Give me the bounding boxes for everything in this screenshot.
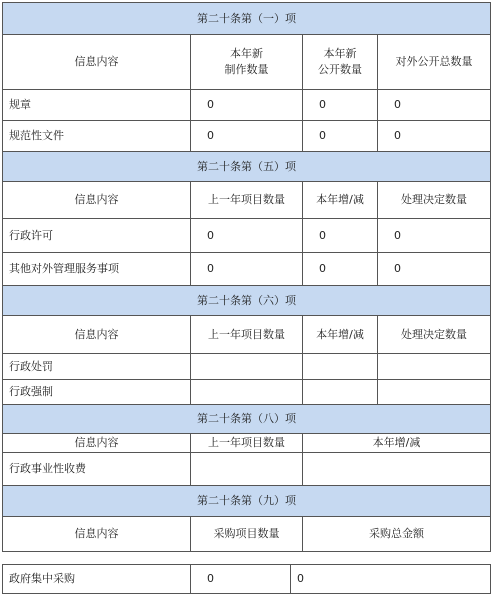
section-title: 第二十条第（九）项 <box>3 486 491 517</box>
cell-value: 0 <box>378 219 491 253</box>
row-label: 规章 <box>3 90 191 121</box>
cell-empty <box>191 380 303 405</box>
col-header-line: 本年新 <box>323 47 357 60</box>
cell-empty <box>303 380 378 405</box>
table-row <box>3 253 491 286</box>
section-header-row <box>3 286 491 316</box>
row-label: 行政许可 <box>3 219 191 253</box>
cell-value: 0 <box>191 219 303 253</box>
row-label: 政府集中采购 <box>3 565 191 594</box>
row-label: 行政强制 <box>3 380 191 405</box>
col-header-line: 本年新 <box>230 47 263 60</box>
col-header-purchase-total: 采购总金额 <box>303 517 491 552</box>
table-row <box>3 453 491 486</box>
cell-empty <box>303 453 491 486</box>
cell-value: 0 <box>191 121 303 152</box>
cell-empty <box>378 354 491 380</box>
cell-empty <box>378 380 491 405</box>
cell-value: 0 <box>291 565 491 594</box>
disclosure-table <box>2 2 491 552</box>
table-row <box>3 90 491 121</box>
section-title: 第二十条第（六）项 <box>3 286 491 316</box>
col-header-info: 信息内容 <box>3 182 191 219</box>
section-header-row <box>3 486 491 517</box>
table-row <box>3 380 491 405</box>
procurement-table <box>2 564 491 594</box>
column-header-row <box>3 182 491 219</box>
section-title: 第二十条第（八）项 <box>3 405 491 434</box>
cell-value: 0 <box>191 253 303 286</box>
table-row <box>3 121 491 152</box>
col-header-info: 信息内容 <box>3 35 191 90</box>
col-header-change: 本年增/减 <box>303 434 491 453</box>
col-header-new-produced <box>191 35 303 90</box>
row-label: 其他对外管理服务事项 <box>3 253 191 286</box>
col-header-prev-year: 上一年项目数量 <box>191 182 303 219</box>
col-header-prev-year: 上一年项目数量 <box>191 316 303 354</box>
column-header-row <box>3 434 491 453</box>
cell-empty <box>303 354 378 380</box>
column-header-row <box>3 35 491 90</box>
col-header-info: 信息内容 <box>3 316 191 354</box>
section-header-row <box>3 3 491 35</box>
col-header-change: 本年增/减 <box>303 316 378 354</box>
col-header-total-public: 对外公开总数量 <box>378 35 491 90</box>
col-header-decisions: 处理决定数量 <box>378 316 491 354</box>
table-row <box>3 565 491 594</box>
col-header-new-public <box>303 35 378 90</box>
cell-value: 0 <box>378 253 491 286</box>
col-header-change: 本年增/减 <box>303 182 378 219</box>
table-row <box>3 219 491 253</box>
table-row <box>3 354 491 380</box>
col-header-line: 制作数量 <box>224 63 269 76</box>
cell-value: 0 <box>191 90 303 121</box>
cell-value: 0 <box>303 90 378 121</box>
cell-empty <box>191 354 303 380</box>
section-header-row <box>3 405 491 434</box>
row-label: 行政事业性收费 <box>3 453 191 486</box>
cell-value: 0 <box>303 219 378 253</box>
column-header-row <box>3 517 491 552</box>
col-header-prev-year: 上一年项目数量 <box>191 434 303 453</box>
cell-empty <box>191 453 303 486</box>
cell-value: 0 <box>378 121 491 152</box>
col-header-decisions: 处理决定数量 <box>378 182 491 219</box>
col-header-info: 信息内容 <box>3 434 191 453</box>
column-header-row <box>3 316 491 354</box>
cell-value: 0 <box>303 121 378 152</box>
section-title: 第二十条第（五）项 <box>3 152 491 182</box>
section-header-row <box>3 152 491 182</box>
section-title: 第二十条第（一）项 <box>3 3 491 35</box>
row-label: 规范性文件 <box>3 121 191 152</box>
col-header-info: 信息内容 <box>3 517 191 552</box>
cell-value: 0 <box>303 253 378 286</box>
cell-value: 0 <box>191 565 291 594</box>
cell-value: 0 <box>378 90 491 121</box>
col-header-line: 公开数量 <box>318 63 362 76</box>
row-label: 行政处罚 <box>3 354 191 380</box>
col-header-purchase-count: 采购项目数量 <box>191 517 303 552</box>
